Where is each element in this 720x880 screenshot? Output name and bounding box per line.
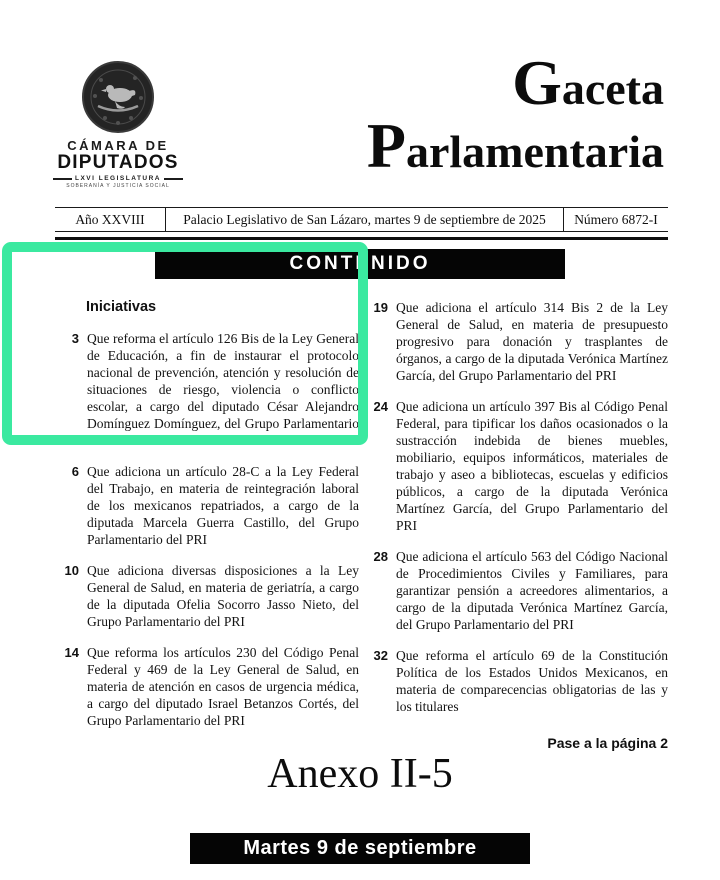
contents-right-column	[369, 299, 668, 751]
camara-diputados-seal-icon	[81, 60, 155, 134]
logo-line-camara-de: CÁMARA DE	[67, 138, 169, 153]
toc-item-page-number: 6	[71, 464, 79, 479]
toc-item-3	[60, 330, 359, 449]
publication-title	[366, 47, 664, 181]
toc-item-text: Que reforma los artículos 230 del Código Penal Federal y 469 de la Ley General de Salud, en materia de atención en casos de urgencia médica, a cargo del diputado Israel Betanzos Cortés, del Grupo Parlamentario del PRI	[87, 645, 359, 728]
toc-item-24	[369, 398, 668, 534]
toc-item-6	[60, 463, 359, 548]
toc-item-text: Que adiciona el artículo 314 Bis 2 de la Ley General de Salud, en materia de presupuesto progresivo para donación y trasplantes de órganos, a cargo de la diputada Verónica Martínez García, del Grupo Parlamentario del PRI	[396, 300, 668, 383]
logo-line-diputados: DIPUTADOS	[57, 152, 179, 173]
toc-item-text: Que reforma el artículo 126 Bis de la Ley General de Educación, a fin de instaurar el protocolo nacional de prevención, atención y resolución de situaciones de riesgo, violencia o conflicto escolar, a cargo del diputado César Alejandro Domínguez Domínguez, del Grupo Parlamentario del PRI	[87, 331, 359, 448]
toc-item-text: Que adiciona un artículo 28-C a la Ley Federal del Trabajo, en materia de reintegración laboral de los mexicanos repatriados, a cargo de la diputada Marcela Guerra Castillo, del Grupo Parlamentario del PRI	[87, 464, 359, 547]
section-heading-iniciativas: Iniciativas	[86, 299, 157, 315]
toc-item-text: Que adiciona diversas disposiciones a la Ley General de Salud, en materia de geriatría, a cargo de la diputada Ofelia Socorro Jasso Nieto, del Grupo Parlamentario del PRI	[87, 563, 359, 629]
publication-title-line2: Parlamentaria	[366, 109, 664, 181]
toc-item-19	[369, 299, 668, 384]
toc-item-28	[369, 548, 668, 633]
toc-item-text: Que adiciona un artículo 397 Bis al Código Penal Federal, para tipificar los daños ocasionados o la sustracción indebida de bienes muebles, mobiliario, equipos informáticos, materiales de trabajo y aseo a bibliotecas, escuelas y edificios públicos, a cargo de la diputada Verónica Martínez García, del Grupo Parlamentario del PRI	[396, 399, 668, 533]
toc-item-page-number: 3	[71, 331, 79, 346]
contents-banner	[155, 249, 565, 279]
toc-item-10	[60, 562, 359, 630]
issue-year: Año XXVIII	[55, 208, 166, 231]
toc-item-page-number: 32	[373, 648, 388, 663]
toc-item-text: Que adiciona el artículo 563 del Código Nacional de Procedimientos Civiles y Familiares, para garantizar pensión a acreedores alimentarios, a cargo de la diputada Verónica Martínez García, del Grupo Parlamentario del PRI	[396, 549, 668, 632]
contents-columns	[60, 299, 668, 751]
logo-rule-right	[164, 178, 183, 180]
toc-item-page-number: 14	[64, 645, 79, 660]
toc-item-page-number: 19	[373, 300, 388, 315]
header-divider-rule	[55, 237, 668, 240]
logo-legislature-label: LXVI LEGISLATURA	[75, 175, 161, 182]
footer-day-banner	[190, 833, 530, 864]
toc-item-page-number: 24	[373, 399, 388, 414]
continuation-note: Pase a la página 2	[547, 735, 668, 751]
logo-rule-left	[53, 178, 72, 180]
contents-banner-label: CONTENIDO	[289, 253, 431, 274]
toc-item-page-number: 28	[373, 549, 388, 564]
toc-item-page-number: 10	[64, 563, 79, 578]
annex-title: Anexo II-5	[267, 751, 453, 797]
issue-info-bar	[55, 207, 668, 232]
logo-motto: SOBERANÍA Y JUSTICIA SOCIAL	[66, 183, 170, 189]
issue-place-date: Palacio Legislativo de San Lázaro, martes 9 de septiembre de 2025	[166, 208, 564, 231]
publication-title-line1: Gaceta	[512, 47, 664, 118]
toc-item-32	[369, 647, 668, 715]
issue-number: Número 6872-I	[574, 211, 658, 227]
toc-item-14	[60, 644, 359, 729]
contents-left-column	[60, 299, 359, 751]
camara-diputados-logo	[53, 60, 183, 189]
toc-item-text: Que reforma el artículo 69 de la Constitución Política de los Estados Unidos Mexicanos, en materia de comparecencias obligatorias de las y los titulares	[396, 648, 668, 714]
logo-legislature-row	[53, 175, 183, 182]
footer-day-label: Martes 9 de septiembre	[243, 837, 477, 859]
